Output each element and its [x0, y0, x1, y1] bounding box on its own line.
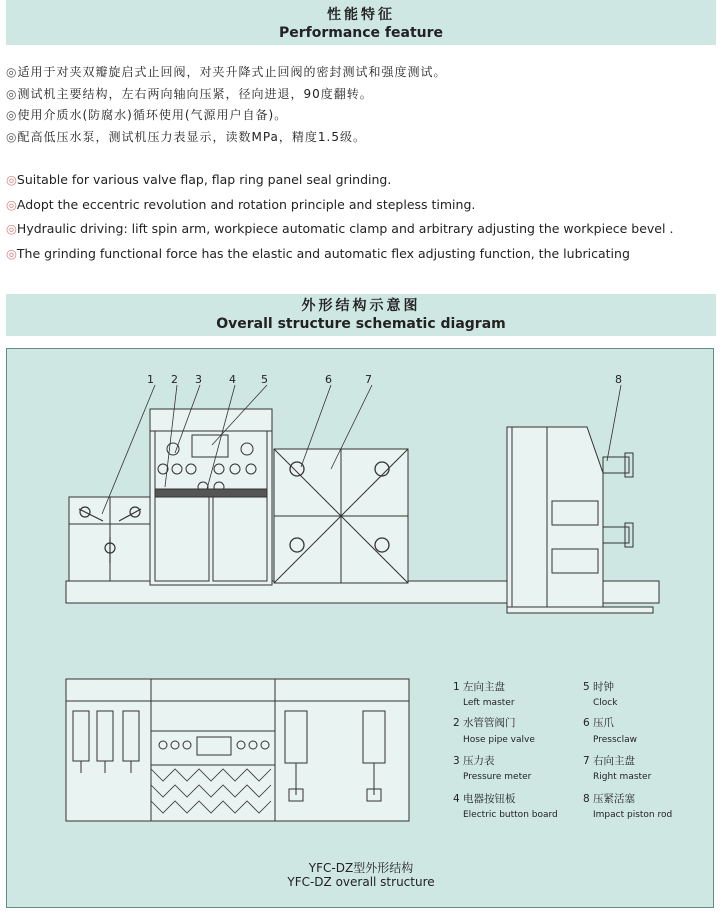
schematic-diagram-frame [6, 348, 714, 908]
features-en-list [6, 168, 718, 266]
legend-zh: 3 压力表 [453, 755, 495, 767]
legend-en: Right master [593, 772, 652, 782]
callout-label: 4 [229, 373, 236, 386]
legend-en: Clock [593, 698, 618, 708]
features-zh-list [6, 62, 706, 148]
legend-zh: 1 左向主盘 [453, 681, 506, 693]
legend-en: Electric button board [463, 810, 558, 820]
machine-schematic-drawing [7, 349, 715, 909]
legend-en: Pressclaw [593, 735, 638, 745]
diagram-caption-en: YFC-DZ overall structure [287, 875, 435, 889]
bullet-icon: ◎ [6, 129, 18, 144]
callout-label: 5 [261, 373, 268, 386]
bullet-icon: ◎ [6, 86, 18, 101]
callout-label: 7 [365, 373, 372, 386]
feature-zh-item: ◎配高低压水泵，测试机压力表显示，读数MPa，精度1.5级。 [6, 129, 366, 144]
legend-zh: 8 压紧活塞 [583, 793, 636, 805]
top-view [66, 679, 409, 821]
feature-zh-item: ◎使用介质水(防腐水)循环使用(气源用户自备)。 [6, 108, 288, 122]
performance-header [6, 0, 716, 45]
feature-en-item: ◎Adopt the eccentric revolution and rotation principle and stepless timing. [6, 196, 476, 212]
legend-zh: 5 时钟 [583, 681, 615, 693]
feature-en-item: ◎The grinding functional force has the elastic and automatic flex adjusting function, the lubricating [6, 245, 630, 261]
legend-en: Impact piston rod [593, 810, 673, 820]
legend-en: Left master [463, 698, 515, 708]
legend-zh: 6 压爪 [583, 717, 615, 729]
structure-title-zh: 外形结构示意图 [301, 298, 421, 314]
legend-zh: 4 电器按钮板 [453, 793, 516, 805]
structure-title-en: Overall structure schematic diagram [216, 316, 506, 332]
structure-header [6, 294, 716, 336]
feature-en-item: ◎Suitable for various valve flap, flap ring panel seal grinding. [6, 172, 392, 187]
bullet-icon: ◎ [6, 196, 17, 212]
feature-zh-item: ◎适用于对夹双瓣旋启式止回阀，对夹升降式止回阀的密封测试和强度测试。 [6, 65, 447, 79]
callout-label: 2 [171, 373, 178, 386]
bullet-icon: ◎ [6, 65, 18, 79]
bullet-icon: ◎ [6, 245, 17, 261]
legend-en: Hose pipe valve [463, 735, 535, 745]
legend-en: Pressure meter [463, 772, 532, 782]
bullet-icon: ◎ [6, 221, 17, 236]
legend-zh: 7 右向主盘 [583, 755, 636, 767]
bullet-icon: ◎ [6, 108, 18, 122]
performance-title-en: Performance feature [278, 25, 444, 41]
feature-en-item: ◎Hydraulic driving: lift spin arm, workpiece automatic clamp and arbitrary adjusting the workpiece bevel . [6, 221, 674, 236]
callout-label: 8 [615, 373, 622, 386]
callout-label: 3 [195, 373, 202, 386]
legend-zh: 2 水管管阀门 [453, 717, 516, 729]
callout-label: 6 [325, 373, 332, 386]
bullet-icon: ◎ [6, 172, 17, 187]
performance-title-zh: 性能特征 [327, 7, 395, 23]
feature-zh-item: ◎测试机主要结构，左右两向轴向压紧，径向进退，90度翻转。 [6, 86, 373, 101]
diagram-caption-zh: YFC-DZ型外形结构 [308, 861, 414, 875]
callout-label: 1 [147, 373, 154, 386]
